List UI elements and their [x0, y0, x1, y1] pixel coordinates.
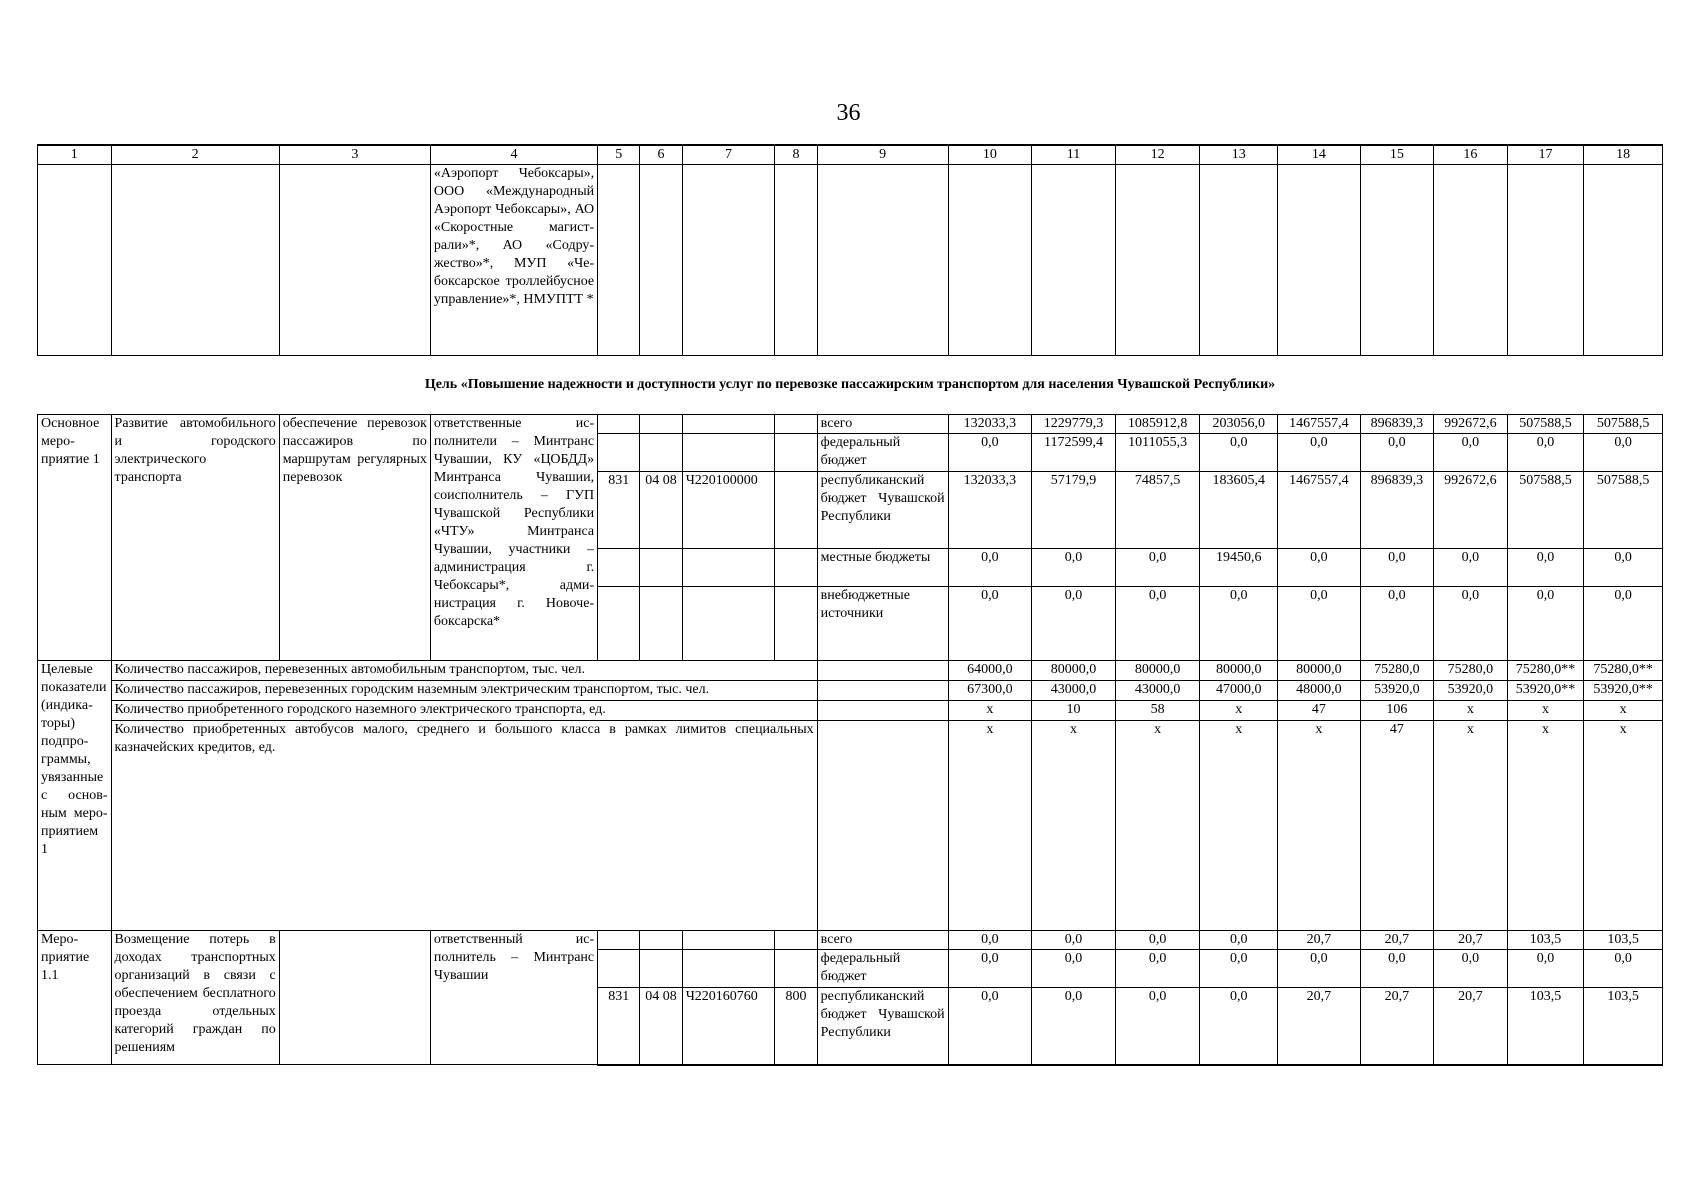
value-cell: 896839,3 [1360, 472, 1434, 549]
page-number: 36 [836, 100, 861, 126]
value-cell: 48000,0 [1278, 681, 1361, 701]
value-cell: 896839,3 [1360, 415, 1434, 434]
value-cell: 43000,0 [1032, 681, 1116, 701]
value-cell: 0,0 [1278, 434, 1361, 472]
value-cell: 0,0 [1584, 587, 1663, 661]
event-code: Основное мероприятие 1 [38, 415, 112, 661]
value-cell: 0,0 [1032, 988, 1116, 1065]
header-cell: 2 [111, 145, 279, 165]
indicators-label: Целевые показатели (индикаторы) подпрограммы, увязанные с основным мероприятием 1 [38, 661, 112, 931]
funding-source: федеральный бюджет [817, 434, 948, 472]
value-cell: 0,0 [1507, 549, 1584, 587]
value-cell: 75280,0 [1434, 661, 1508, 681]
header-cell: 17 [1507, 145, 1584, 165]
value-cell: x [1115, 721, 1200, 931]
value-cell: 0,0 [948, 549, 1032, 587]
value-cell: 80000,0 [1278, 661, 1361, 681]
value-cell: 20,7 [1360, 988, 1434, 1065]
value-cell: 53920,0 [1360, 681, 1434, 701]
value-cell: 47 [1278, 701, 1361, 721]
header-cell: 8 [775, 145, 817, 165]
funding-source: республиканский бюджет Чувашской Республики [817, 472, 948, 549]
event-name: Развитие автомобильного и городского электрического транспорта [111, 415, 279, 661]
value-cell: 0,0 [1115, 988, 1200, 1065]
value-cell: 53920,0 [1434, 681, 1508, 701]
value-cell: 0,0 [1115, 931, 1200, 950]
value-cell: 1172599,4 [1032, 434, 1116, 472]
value-cell: x [1507, 721, 1584, 931]
event-code: Мероприятие 1.1 [38, 931, 112, 1065]
value-cell: x [1032, 721, 1116, 931]
ministry-code: 831 [598, 472, 640, 549]
header-cell: 16 [1434, 145, 1508, 165]
funding-source: федеральный бюджет [817, 950, 948, 988]
value-cell: 43000,0 [1115, 681, 1200, 701]
header-cell: 12 [1115, 145, 1200, 165]
value-cell: 0,0 [1200, 950, 1278, 988]
value-cell: 20,7 [1434, 988, 1508, 1065]
value-cell: 103,5 [1507, 988, 1584, 1065]
value-cell: 0,0 [1278, 587, 1361, 661]
value-cell: 1011055,3 [1115, 434, 1200, 472]
value-cell: 992672,6 [1434, 415, 1508, 434]
value-cell: 80000,0 [1115, 661, 1200, 681]
value-cell: 67300,0 [948, 681, 1032, 701]
value-cell: 58 [1115, 701, 1200, 721]
section-code: 04 08 [640, 988, 682, 1065]
header-row [38, 145, 1663, 165]
value-cell: 1467557,4 [1278, 472, 1361, 549]
value-cell: 0,0 [1278, 549, 1361, 587]
value-cell: x [1584, 701, 1663, 721]
value-cell: 0,0 [1360, 434, 1434, 472]
value-cell: 0,0 [1115, 549, 1200, 587]
value-cell: 57179,9 [1032, 472, 1116, 549]
value-cell: 0,0 [1032, 549, 1116, 587]
value-cell: 0,0 [1278, 950, 1361, 988]
value-cell: 74857,5 [1115, 472, 1200, 549]
value-cell: 103,5 [1507, 931, 1584, 950]
header-cell: 1 [38, 145, 112, 165]
value-cell: 1085912,8 [1115, 415, 1200, 434]
value-cell: 507588,5 [1584, 415, 1663, 434]
value-cell: 0,0 [1434, 434, 1508, 472]
value-cell: 0,0 [1507, 950, 1584, 988]
value-cell: 183605,4 [1200, 472, 1278, 549]
value-cell: 1467557,4 [1278, 415, 1361, 434]
value-cell: 0,0 [1434, 587, 1508, 661]
header-cell: 9 [817, 145, 948, 165]
value-cell: 0,0 [1032, 587, 1116, 661]
value-cell: 0,0 [1584, 950, 1663, 988]
event-task: обеспечение перевозок пассажиров по маршрутам регулярных перевозок [279, 415, 430, 661]
value-cell: 103,5 [1584, 988, 1663, 1065]
indicator-name: Количество приобретенного городского наземного электрического транспорта, ед. [111, 701, 817, 721]
value-cell: 19450,6 [1200, 549, 1278, 587]
expense-type-code [775, 472, 817, 549]
header-cell: 7 [682, 145, 775, 165]
value-cell: 47 [1360, 721, 1434, 931]
header-cell: 6 [640, 145, 682, 165]
value-cell: 0,0 [1200, 587, 1278, 661]
value-cell: 0,0 [1507, 587, 1584, 661]
goal-row [38, 356, 1663, 415]
value-cell: 0,0 [1115, 950, 1200, 988]
header-cell: 15 [1360, 145, 1434, 165]
funding-row [38, 931, 1663, 950]
value-cell: x [1200, 721, 1278, 931]
event-task [279, 931, 430, 1065]
value-cell: x [1507, 701, 1584, 721]
header-cell: 5 [598, 145, 640, 165]
continuation-row [38, 165, 1663, 356]
value-cell: 0,0 [1032, 950, 1116, 988]
funding-source: внебюджетные источники [817, 587, 948, 661]
header-cell: 3 [279, 145, 430, 165]
target-article-code: Ч220160760 [682, 988, 775, 1065]
expense-type-code: 800 [775, 988, 817, 1065]
value-cell: 132033,3 [948, 415, 1032, 434]
funding-source: республиканский бюджет Чувашской Республики [817, 988, 948, 1065]
funding-source: всего [817, 931, 948, 950]
value-cell: 992672,6 [1434, 472, 1508, 549]
program-table [37, 144, 1663, 1066]
indicator-row [38, 721, 1663, 931]
value-cell: 1229779,3 [1032, 415, 1116, 434]
value-cell: x [1434, 701, 1508, 721]
value-cell: 53920,0** [1584, 681, 1663, 701]
value-cell: 0,0 [948, 434, 1032, 472]
header-cell: 4 [430, 145, 597, 165]
funding-row [38, 415, 1663, 434]
value-cell: x [1434, 721, 1508, 931]
indicator-name: Количество пассажиров, перевезенных городским наземным электрическим транспортом, тыс. чел. [111, 681, 817, 701]
value-cell: 103,5 [1584, 931, 1663, 950]
value-cell: 0,0 [1434, 950, 1508, 988]
indicator-name: Количество приобретенных автобусов малого, среднего и большого класса в рамках лимитов специальных казначейских кредитов, ед. [111, 721, 817, 931]
header-cell: 11 [1032, 145, 1116, 165]
value-cell: 20,7 [1278, 931, 1361, 950]
funding-source: местные бюджеты [817, 549, 948, 587]
header-cell: 13 [1200, 145, 1278, 165]
value-cell: 75280,0 [1360, 661, 1434, 681]
value-cell: 0,0 [1434, 549, 1508, 587]
event-executors: ответственный исполнитель – Минтранс Чувашии [430, 931, 597, 1065]
value-cell: 47000,0 [1200, 681, 1278, 701]
value-cell: 0,0 [1200, 931, 1278, 950]
value-cell: x [948, 721, 1032, 931]
value-cell: 0,0 [948, 950, 1032, 988]
value-cell: 20,7 [1434, 931, 1508, 950]
value-cell: 0,0 [948, 988, 1032, 1065]
header-cell: 14 [1278, 145, 1361, 165]
goal-title: Цель «Повышение надежности и доступности услуг по перевозке пассажирским транспортом для населения Чувашской Республики» [38, 356, 1663, 415]
value-cell: 20,7 [1278, 988, 1361, 1065]
value-cell: 507588,5 [1507, 415, 1584, 434]
header-cell: 18 [1584, 145, 1663, 165]
target-article-code: Ч220100000 [682, 472, 775, 549]
value-cell: 53920,0** [1507, 681, 1584, 701]
value-cell: 203056,0 [1200, 415, 1278, 434]
value-cell: 0,0 [1200, 434, 1278, 472]
event-executors: ответственные исполнители – Минтранс Чувашии, КУ «ЦОБДД» Минтранса Чувашии, соисполнитель – ГУП Чувашской Республики «ЧТУ» Минтранса Чувашии, участники – администрация г. Чебоксары*, администрация г. Новочебоксарска* [430, 415, 597, 661]
value-cell: 0,0 [1584, 549, 1663, 587]
value-cell: 0,0 [948, 931, 1032, 950]
value-cell: 64000,0 [948, 661, 1032, 681]
value-cell: x [1278, 721, 1361, 931]
value-cell: x [1200, 701, 1278, 721]
value-cell: x [948, 701, 1032, 721]
value-cell: 0,0 [1360, 549, 1434, 587]
value-cell: x [1584, 721, 1663, 931]
value-cell: 20,7 [1360, 931, 1434, 950]
section-code: 04 08 [640, 472, 682, 549]
value-cell: 0,0 [1115, 587, 1200, 661]
value-cell: 132033,3 [948, 472, 1032, 549]
value-cell: 75280,0** [1584, 661, 1663, 681]
indicator-row [38, 661, 1663, 681]
indicator-row [38, 681, 1663, 701]
value-cell: 507588,5 [1507, 472, 1584, 549]
value-cell: 0,0 [1360, 587, 1434, 661]
funding-source: всего [817, 415, 948, 434]
value-cell: 0,0 [1507, 434, 1584, 472]
indicator-name: Количество пассажиров, перевезенных автомобильным транспортом, тыс. чел. [111, 661, 817, 681]
value-cell: 0,0 [1360, 950, 1434, 988]
value-cell: 80000,0 [1032, 661, 1116, 681]
value-cell: 106 [1360, 701, 1434, 721]
value-cell: 75280,0** [1507, 661, 1584, 681]
value-cell: 0,0 [1584, 434, 1663, 472]
value-cell: 507588,5 [1584, 472, 1663, 549]
event-name: Возмещение потерь в доходах транспортных организаций в связи с обеспечением бесплатного проезда отдельных категорий граждан по решениям [111, 931, 279, 1065]
executors-cell: «Аэропорт Чебоксары», ООО «Международный Аэропорт Чебоксары», АО «Скоростные магистрали»*, АО «Содружество»*, МУП «Чебоксарское троллейбусное управление»*, НМУПТТ * [430, 165, 597, 356]
value-cell: 80000,0 [1200, 661, 1278, 681]
ministry-code: 831 [598, 988, 640, 1065]
indicator-row [38, 701, 1663, 721]
value-cell: 0,0 [1200, 988, 1278, 1065]
value-cell: 10 [1032, 701, 1116, 721]
value-cell: 0,0 [948, 587, 1032, 661]
value-cell: 0,0 [1032, 931, 1116, 950]
header-cell: 10 [948, 145, 1032, 165]
